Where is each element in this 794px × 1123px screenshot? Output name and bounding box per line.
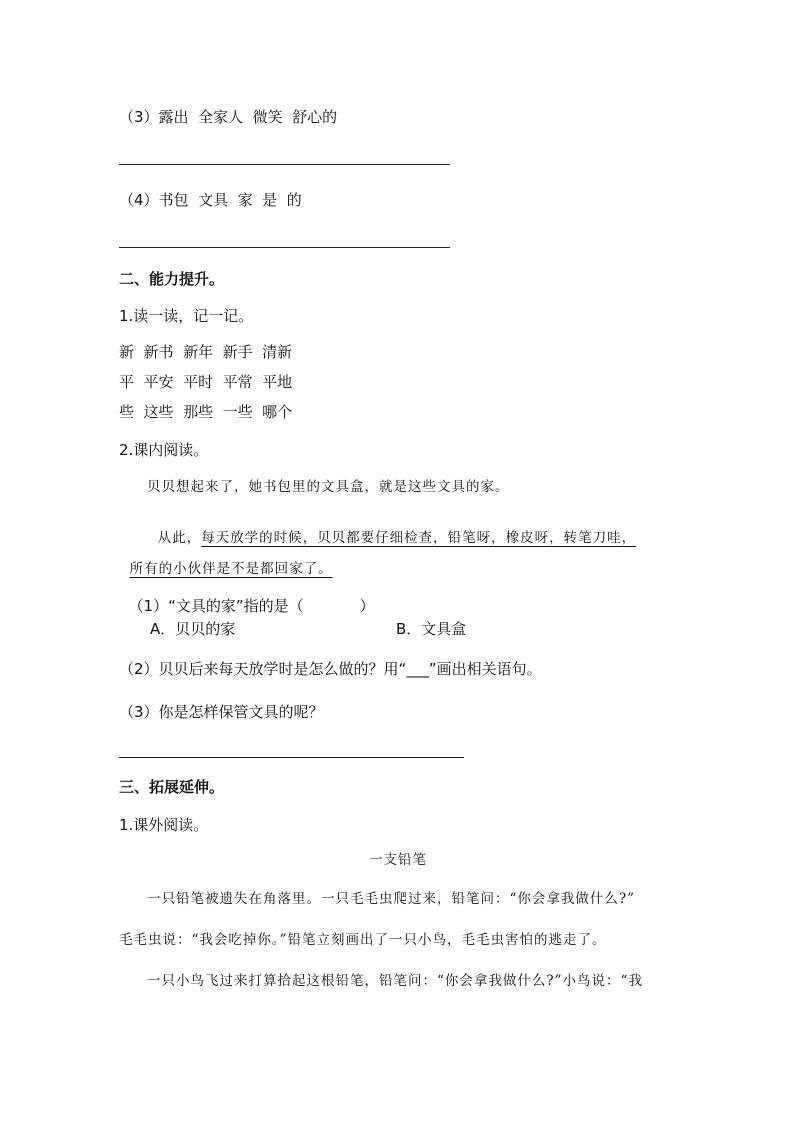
story-title: 一支铅笔 xyxy=(369,852,427,868)
answer-line-section2-q3[interactable] xyxy=(119,757,464,758)
question-4-words: （4）书包 文具 家 是 的 xyxy=(119,191,302,209)
passage-line-1: 贝贝想起来了，她书包里的文具盒，就是这些文具的家。 xyxy=(147,479,510,495)
section-2-title: 二、能力提升。 xyxy=(119,270,225,288)
option-b[interactable]: B．文具盒 xyxy=(396,620,467,638)
item-1-title: 1.读一读，记一记。 xyxy=(119,307,254,325)
item-1-extracurricular-title: 1.课外阅读。 xyxy=(119,816,209,834)
answer-line-q4[interactable] xyxy=(119,247,450,248)
question-1 xyxy=(119,576,375,616)
passage-line-2-prefix: 从此， xyxy=(157,530,202,546)
section-3-title: 三、拓展延伸。 xyxy=(119,778,225,796)
passage-line-3 xyxy=(119,539,333,579)
passage-underlined-sentence-part-2: 所有的小伙伴是不是都回家了。 xyxy=(129,561,333,577)
answer-line-q3[interactable] xyxy=(119,164,450,165)
question-1-text: （1）“文具的家”指的是（ xyxy=(128,597,304,615)
word-row-3: 些 这些 那些 一些 哪个 xyxy=(119,403,293,421)
question-1-close: ） xyxy=(359,597,375,615)
story-line-2: 毛毛虫说：“我会吃掉你。”铅笔立刻画出了一只小鸟，毛毛虫害怕的逃走了。 xyxy=(119,932,607,948)
item-2-title: 2.课内阅读。 xyxy=(119,441,209,459)
story-line-3: 一只小鸟飞过来打算拾起这根铅笔，铅笔问：“你会拿我做什么?”小鸟说：“我 xyxy=(147,973,643,989)
word-row-1: 新 新书 新年 新手 清新 xyxy=(119,343,293,361)
story-line-1: 一只铅笔被遗失在角落里。一只毛毛虫爬过来，铅笔问：“你会拿我做什么?” xyxy=(147,891,636,907)
question-3: （3）你是怎样保管文具的呢？ xyxy=(119,703,324,721)
question-3-words: （3）露出 全家人 微笑 舒心的 xyxy=(119,108,338,126)
word-row-2: 平 平安 平时 平常 平地 xyxy=(119,373,293,391)
question-2: （2）贝贝后来每天放学时是怎么做的？用“___”画出相关语句。 xyxy=(119,660,542,678)
passage-underlined-sentence-part-1: 每天放学的时候，贝贝都要仔细检查，铅笔呀，橡皮呀，转笔刀哇， xyxy=(201,530,637,546)
option-a[interactable]: A．贝贝的家 xyxy=(150,620,236,638)
